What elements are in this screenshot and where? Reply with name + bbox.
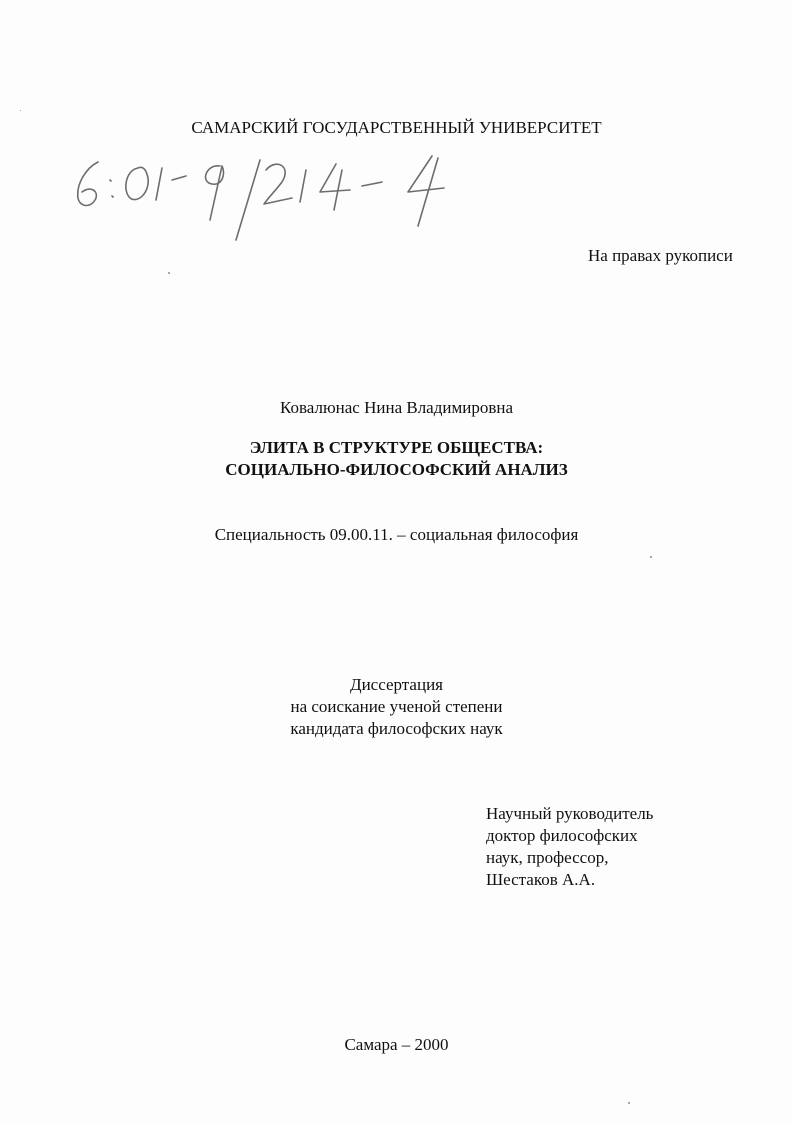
scan-speck [168,272,170,274]
title-line-1: ЭЛИТА В СТРУКТУРЕ ОБЩЕСТВА: [249,438,544,457]
dissertation-line-2: на соискание ученой степени [290,697,503,716]
place-and-year: Самара – 2000 [344,1035,449,1054]
university-heading: САМАРСКИЙ ГОСУДАРСТВЕННЫЙ УНИВЕРСИТЕТ [191,118,602,137]
scan-speck [650,556,652,558]
title-line-2: СОЦИАЛЬНО-ФИЛОСОФСКИЙ АНАЛИЗ [225,460,568,479]
scan-speck [628,1102,630,1104]
supervisor-line-3: наук, профессор, [486,848,609,867]
handwritten-archive-code [60,140,500,250]
supervisor-line-1: Научный руководитель [486,804,654,823]
author-name: Ковалюнас Нина Владимировна [279,398,514,417]
specialty-line: Специальность 09.00.11. – социальная философия [214,525,579,544]
dissertation-line-1: Диссертация [349,675,443,694]
dissertation-line-3: кандидата философских наук [290,719,503,738]
manuscript-rights-note: На правах рукописи [588,246,733,265]
supervisor-line-4: Шестаков А.А. [486,870,596,889]
supervisor-line-2: доктор философских [486,826,638,845]
scan-speck [20,110,21,111]
